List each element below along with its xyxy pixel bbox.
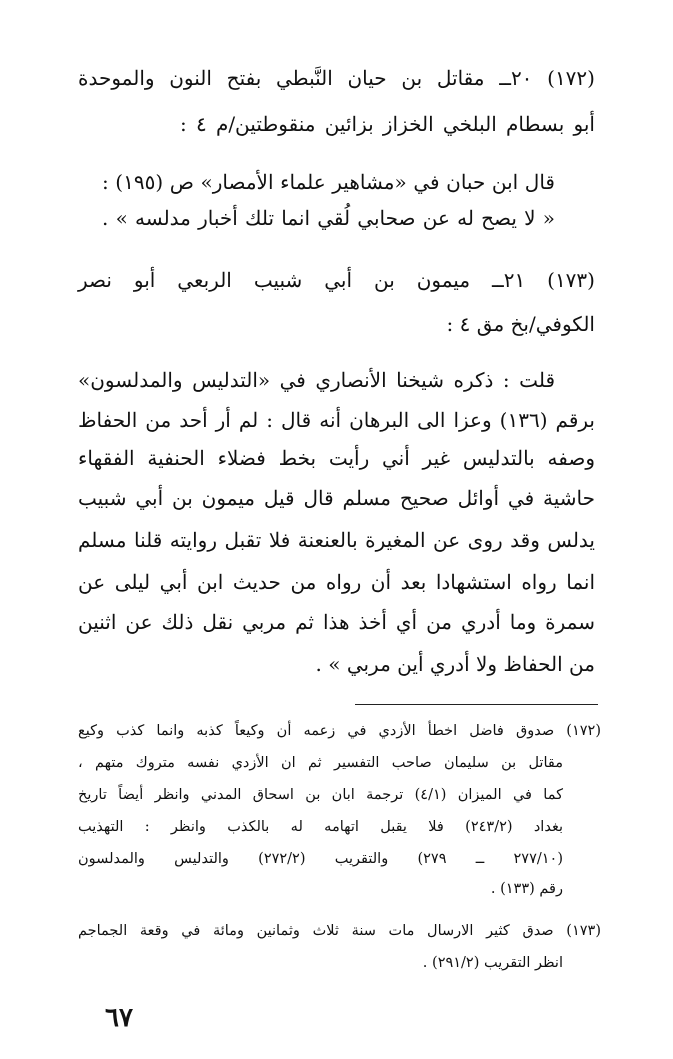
footnote-173-line-2: انظر التقريب (٢٩١/٢) . — [422, 955, 563, 971]
entry-172-line-1: (١٧٢) ٢٠ــ مقاتل بن حيان النَّبطي بفتح النون والموحدة — [78, 66, 595, 90]
footnote-172-line-5: (٢٧٧/١٠ ــ ٢٧٩) والتقريب (٢٧٢/٢) والتدليس والمدلسون — [78, 851, 564, 867]
footnote-172-line-4: بغداد (٢٤٣/٢) فلا يقبل اتهامه له بالكذب وانظر : التهذيب — [78, 819, 563, 835]
footnote-172-line-1: (١٧٢) صدوق فاضل اخطأ الأزدي في زعمه أن وكيعاً كذبه وانما كذب وكيع — [78, 723, 601, 739]
footnote-172-line-2: مقاتل بن سليمان صاحب التفسير ثم ان الأزدي نفسه متروك متهم ، — [78, 755, 563, 771]
entry-173-line-1: (١٧٣) ٢١ــ ميمون بن أبي شبيب الربعي أبو نصر — [78, 268, 595, 292]
note-173-line-6: انما رواه استشهادا بعد أن رواه من حديث ابن أبي ليلى عن — [78, 570, 595, 594]
note-173-line-4: حاشية في أوائل صحيح مسلم قال قيل ميمون بن أبي شبيب — [78, 486, 595, 510]
entry-173-line-2: الكوفي/بخ مق ٤ : — [446, 312, 595, 336]
note-173-line-2: برقم (١٣٦) وعزا الى البرهان أنه قال : لم أر أحد من الحفاظ — [78, 408, 595, 432]
footnote-divider — [355, 704, 598, 705]
note-173-line-3: وصفه بالتدليس غير أني رأيت بخط فضلاء الحنفية الفقهاء — [78, 446, 595, 470]
note-173-line-5: يدلس وقد روى عن المغيرة بالعنعنة فلا تقبل روايته قلنا مسلم — [78, 528, 595, 552]
quote-172-line-1: قال ابن حبان في «مشاهير علماء الأمصار» ص (١٩٥) : — [102, 170, 555, 194]
note-173-line-7: سمرة وما أدري من أي أخذ هذا ثم مربي نقل ذلك عن اثنين — [78, 610, 595, 634]
entry-172-line-2: أبو بسطام البلخي الخزاز بزائين منقوطتين/م ٤ : — [180, 112, 595, 136]
quote-172-line-2: « لا يصح له عن صحابي لُقي انما تلك أخبار مدلسه » . — [102, 206, 555, 230]
footnote-173-line-1: (١٧٣) صدق كثير الارسال مات سنة ثلاث وثمانين ومائة في وقعة الجماجم — [78, 923, 601, 939]
footnote-172-line-6: رقم (١٣٣) . — [490, 881, 563, 897]
note-173-line-1: قلت : ذكره شيخنا الأنصاري في «التدليس والمدلسون» — [78, 368, 555, 392]
page-number: ٦٧ — [105, 1003, 133, 1033]
footnote-172-line-3: كما في الميزان (٤/١) ترجمة ابان بن اسحاق المدني وانظر أيضاً تاريخ — [78, 787, 563, 803]
note-173-line-8: من الحفاظ ولا أدري أين مربي » . — [315, 652, 595, 676]
